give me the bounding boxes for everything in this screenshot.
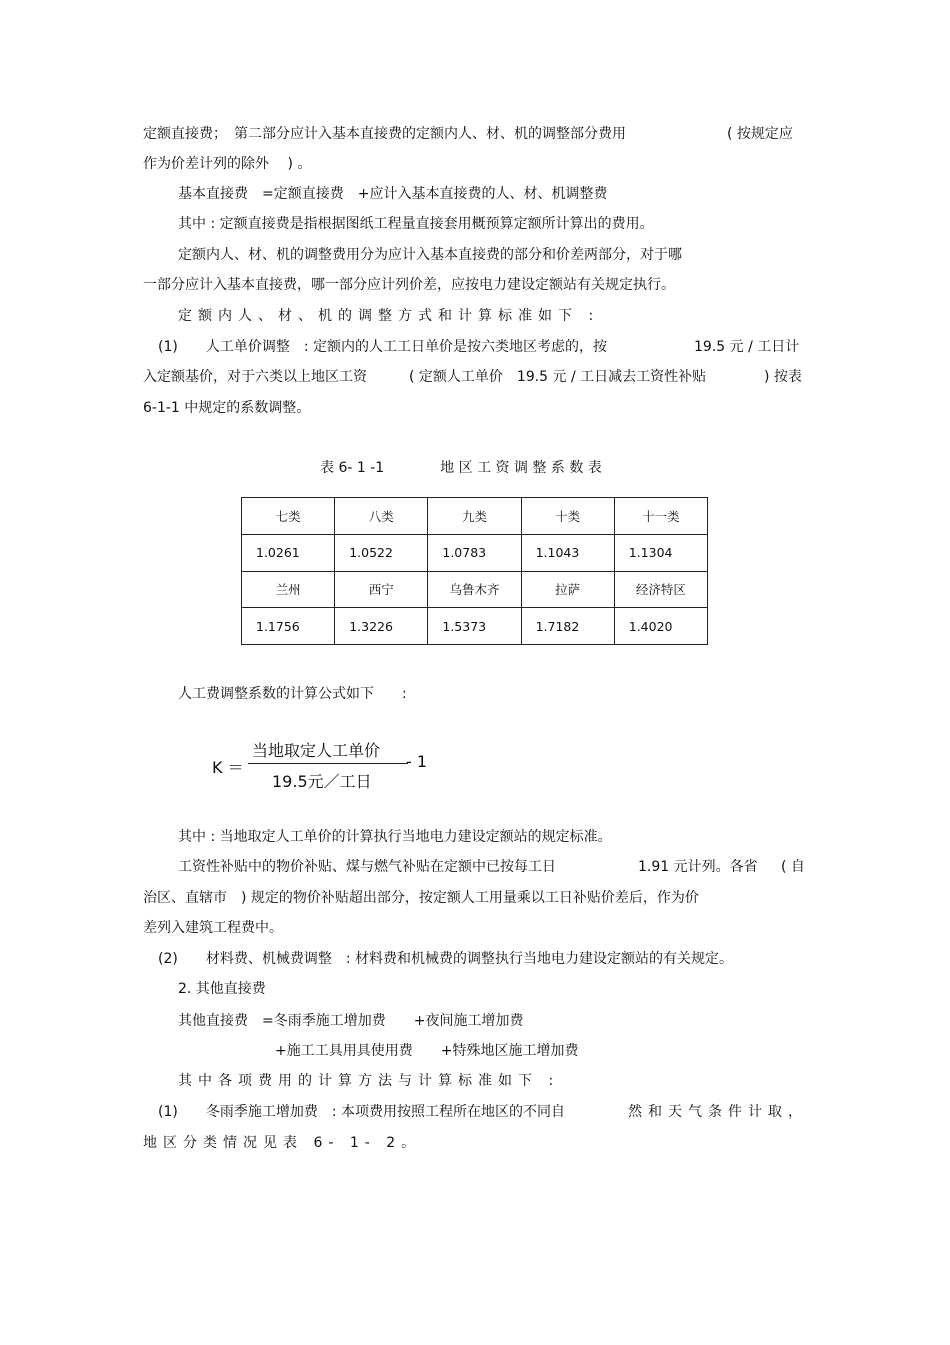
text-line: 其他直接费 =冬雨季施工增加费 +夜间施工增加费 [178,1013,524,1029]
table-cell: 1.1756 [242,608,335,645]
table-row [242,571,708,608]
table-cell: 乌鲁木齐 [428,571,521,608]
formula-numerator: 当地取定人工单价 [252,741,381,760]
table-cell: 1.0522 [335,534,428,571]
table-cell: 1.3226 [335,608,428,645]
table-cell: 1.5373 [428,608,521,645]
formula-k: K ＝ [212,758,244,777]
text-line: 19.5 元 / 工日计 [694,339,800,355]
table-cell: 兰州 [242,571,335,608]
text-line: 2. 其他直接费 [178,981,266,997]
table-cell: 经济特区 [614,571,707,608]
text-line: 其中各项费用的计算方法与计算标准如下 : [178,1073,560,1089]
table-cell: 1.1304 [614,534,707,571]
text-line: ) 按表 [764,369,802,385]
text-line: 差列入建筑工程费中。 [143,920,283,936]
text-line: 定额内人、材、机的调整费用分为应计入基本直接费的部分和价差两部分，对于哪 [178,247,682,263]
text-line: 其中 : 当地取定人工单价的计算执行当地电力建设定额站的规定标准。 [178,829,612,845]
text-line: ( 自 [781,859,805,875]
text-line: 6-1-1 中规定的系数调整。 [143,400,311,416]
text-line: 地区分类情况见表 6- 1- 2。 [143,1135,422,1151]
table-row [242,534,708,571]
text-line: 治区、直辖市 ) 规定的物价补贴超出部分，按定额人工用量乘以工日补贴价差后，作为价 [143,890,699,906]
text-line: (1) 冬雨季施工增加费 : 本项费用按照工程所在地区的不同自 [158,1104,565,1120]
fraction-bar [248,763,408,764]
table-row [242,608,708,645]
text-line: 其中 : 定额直接费是指根据图纸工程量直接套用概预算定额所计算出的费用。 [178,216,654,232]
table-cell: 1.0261 [242,534,335,571]
table-cell: 1.0783 [428,534,521,571]
formula-denominator: 19.5元／工日 [272,772,372,791]
text-line: (2) 材料费、机械费调整 : 材料费和机械费的调整执行当地电力建设定额站的有关规定。 [158,951,733,967]
text-line: 工资性补贴中的物价补贴、煤与燃气补贴在定额中已按每工日 [178,859,556,875]
text-line: ( 按规定应 [727,126,793,142]
text-line: 一部分应计入基本直接费，哪一部分应计列价差，应按电力建设定额站有关规定执行。 [143,277,675,293]
text-line: 然和天气条件计取， [628,1104,808,1120]
table-cell: 七类 [242,498,335,535]
table-cell: 1.7182 [521,608,614,645]
text-line: 作为价差计列的除外 ) 。 [143,156,312,172]
text-line: (1) 人工单价调整 : 定额内的人工工日单价是按六类地区考虑的，按 [158,339,607,355]
table-cell: 西宁 [335,571,428,608]
table-caption: 表 6- 1 -1 地 区 工 资 调 整 系 数 表 [320,460,602,476]
table-cell: 1.1043 [521,534,614,571]
text-line: 入定额基价，对于六类以上地区工资 ( 定额人工单价 19.5 元 / 工日减去工资性补贴 [143,369,707,385]
text-line: 定额直接费； 第二部分应计入基本直接费的定额内人、材、机的调整部分费用 [143,126,626,142]
table-cell: 九类 [428,498,521,535]
text-line: 1.91 元计列。各省 [638,859,758,875]
text-line: 人工费调整系数的计算公式如下 : [178,686,407,702]
text-line: +施工工具用具使用费 +特殊地区施工增加费 [275,1043,579,1059]
coefficient-table [241,497,708,645]
formula-tail: - 1 [406,752,428,771]
table-cell: 拉萨 [521,571,614,608]
text-line: 基本直接费 =定额直接费 +应计入基本直接费的人、材、机调整费 [178,186,608,202]
table-cell: 1.4020 [614,608,707,645]
table-cell: 八类 [335,498,428,535]
table-row [242,498,708,535]
text-line: 定额内人、材、机的调整方式和计算标准如下 : [178,308,600,324]
table-cell: 十类 [521,498,614,535]
table-cell: 十一类 [614,498,707,535]
